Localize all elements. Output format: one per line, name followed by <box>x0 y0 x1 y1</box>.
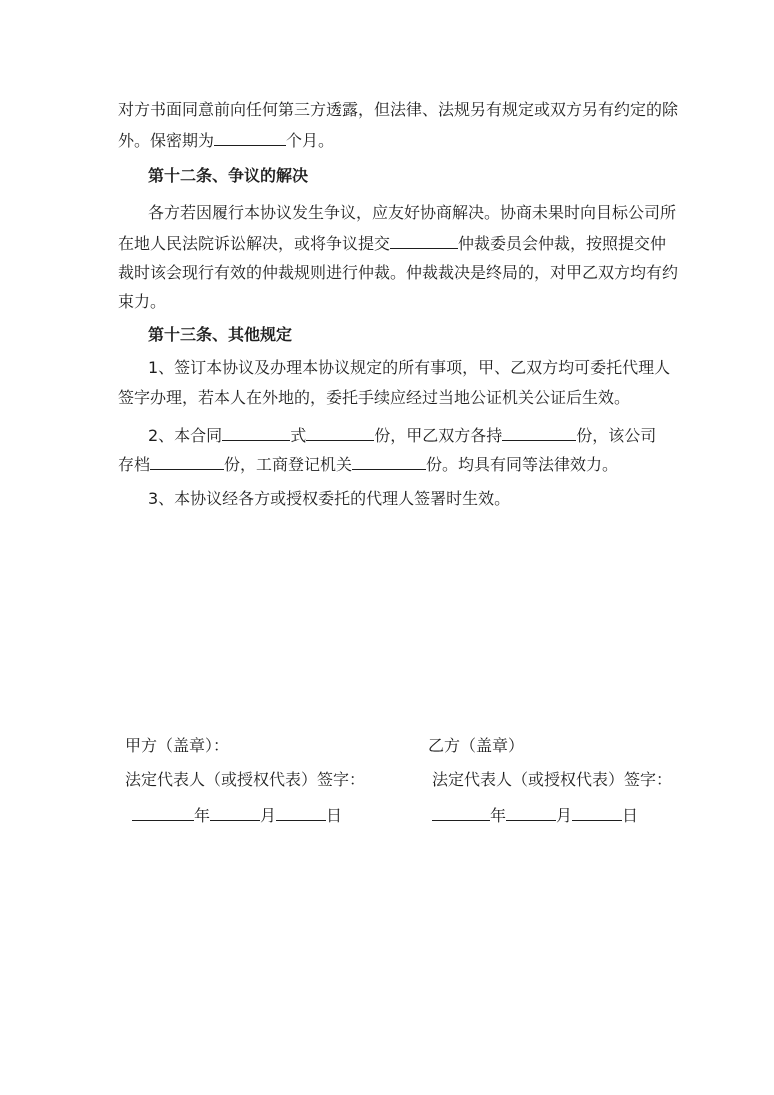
party-a-year-blank <box>132 805 194 821</box>
article-13-item-2-line-2 <box>118 454 678 475</box>
party-b-day-blank <box>572 805 622 821</box>
party-b-date <box>432 805 638 826</box>
article-13-item-2-line-1 <box>148 425 708 446</box>
party-b-representative-label: 法定代表人（或授权代表）签字： <box>432 770 673 789</box>
confidentiality-line-1: 对方书面同意前向任何第三方透露，但法律、法规另有规定或双方另有约定的除 <box>118 100 679 119</box>
party-a-month-blank <box>210 805 260 821</box>
form-label: 式 <box>290 426 307 445</box>
archive-label: 存档 <box>118 455 151 474</box>
confidentiality-line-2 <box>118 130 678 151</box>
registration-label: 份，工商登记机关 <box>224 455 353 474</box>
copies-form-blank <box>222 425 290 441</box>
article-12-line-1: 各方若因履行本协议发生争议，应友好协商解决。协商未果时向目标公司所 <box>148 203 677 222</box>
article-13-item-1-line-1: 1、签订本协议及办理本协议规定的所有事项，甲、乙双方均可委托代理人 <box>148 358 671 377</box>
party-a-representative-label: 法定代表人（或授权代表）签字： <box>125 770 366 789</box>
party-b-year-blank <box>432 805 490 821</box>
equal-effect-label: 份。均具有同等法律效力。 <box>426 455 619 474</box>
article-13-item-3: 3、本协议经各方或授权委托的代理人签署时生效。 <box>148 489 511 508</box>
party-b-seal-label: 乙方（盖章） <box>428 736 525 755</box>
party-b-day-label: 日 <box>622 806 639 825</box>
copies-count-blank <box>306 425 374 441</box>
party-a-date <box>132 805 342 826</box>
article-12-heading: 第十二条、争议的解决 <box>148 166 309 185</box>
archive-copies-blank <box>150 454 224 470</box>
company-label: 份，该公司 <box>576 426 657 445</box>
arbitration-commission-blank <box>390 233 458 249</box>
article-12-line-4: 束力。 <box>118 292 167 311</box>
registration-copies-blank <box>352 454 426 470</box>
party-a-seal-label: 甲方（盖章）： <box>125 736 230 755</box>
party-a-year-label: 年 <box>194 806 211 825</box>
party-b-year-label: 年 <box>490 806 507 825</box>
confidentiality-period-unit: 个月。 <box>286 131 335 150</box>
each-holds-label: 份，甲乙双方各持 <box>374 426 503 445</box>
party-b-month-label: 月 <box>556 806 573 825</box>
party-a-day-label: 日 <box>326 806 343 825</box>
party-b-month-blank <box>506 805 556 821</box>
article-12-line-2b: 仲裁委员会仲裁，按照提交仲 <box>458 234 667 253</box>
article-12-line-3: 裁时该会现行有效的仲裁规则进行仲裁。仲裁裁决是终局的，对甲乙双方均有约 <box>118 263 679 282</box>
article-12-line-2a: 在地人民法院诉讼解决，或将争议提交 <box>118 234 391 253</box>
party-a-month-label: 月 <box>260 806 277 825</box>
article-13-item-1-line-2: 签字办理，若本人在外地的，委托手续应经过当地公证机关公证后生效。 <box>118 388 631 407</box>
party-a-day-blank <box>276 805 326 821</box>
each-holds-blank <box>502 425 576 441</box>
confidentiality-period-label: 外。保密期为 <box>118 131 215 150</box>
article-13-heading: 第十三条、其他规定 <box>148 325 293 344</box>
copies-label: 2、本合同 <box>148 426 223 445</box>
article-12-line-2 <box>118 233 678 254</box>
confidentiality-period-blank <box>214 130 286 146</box>
